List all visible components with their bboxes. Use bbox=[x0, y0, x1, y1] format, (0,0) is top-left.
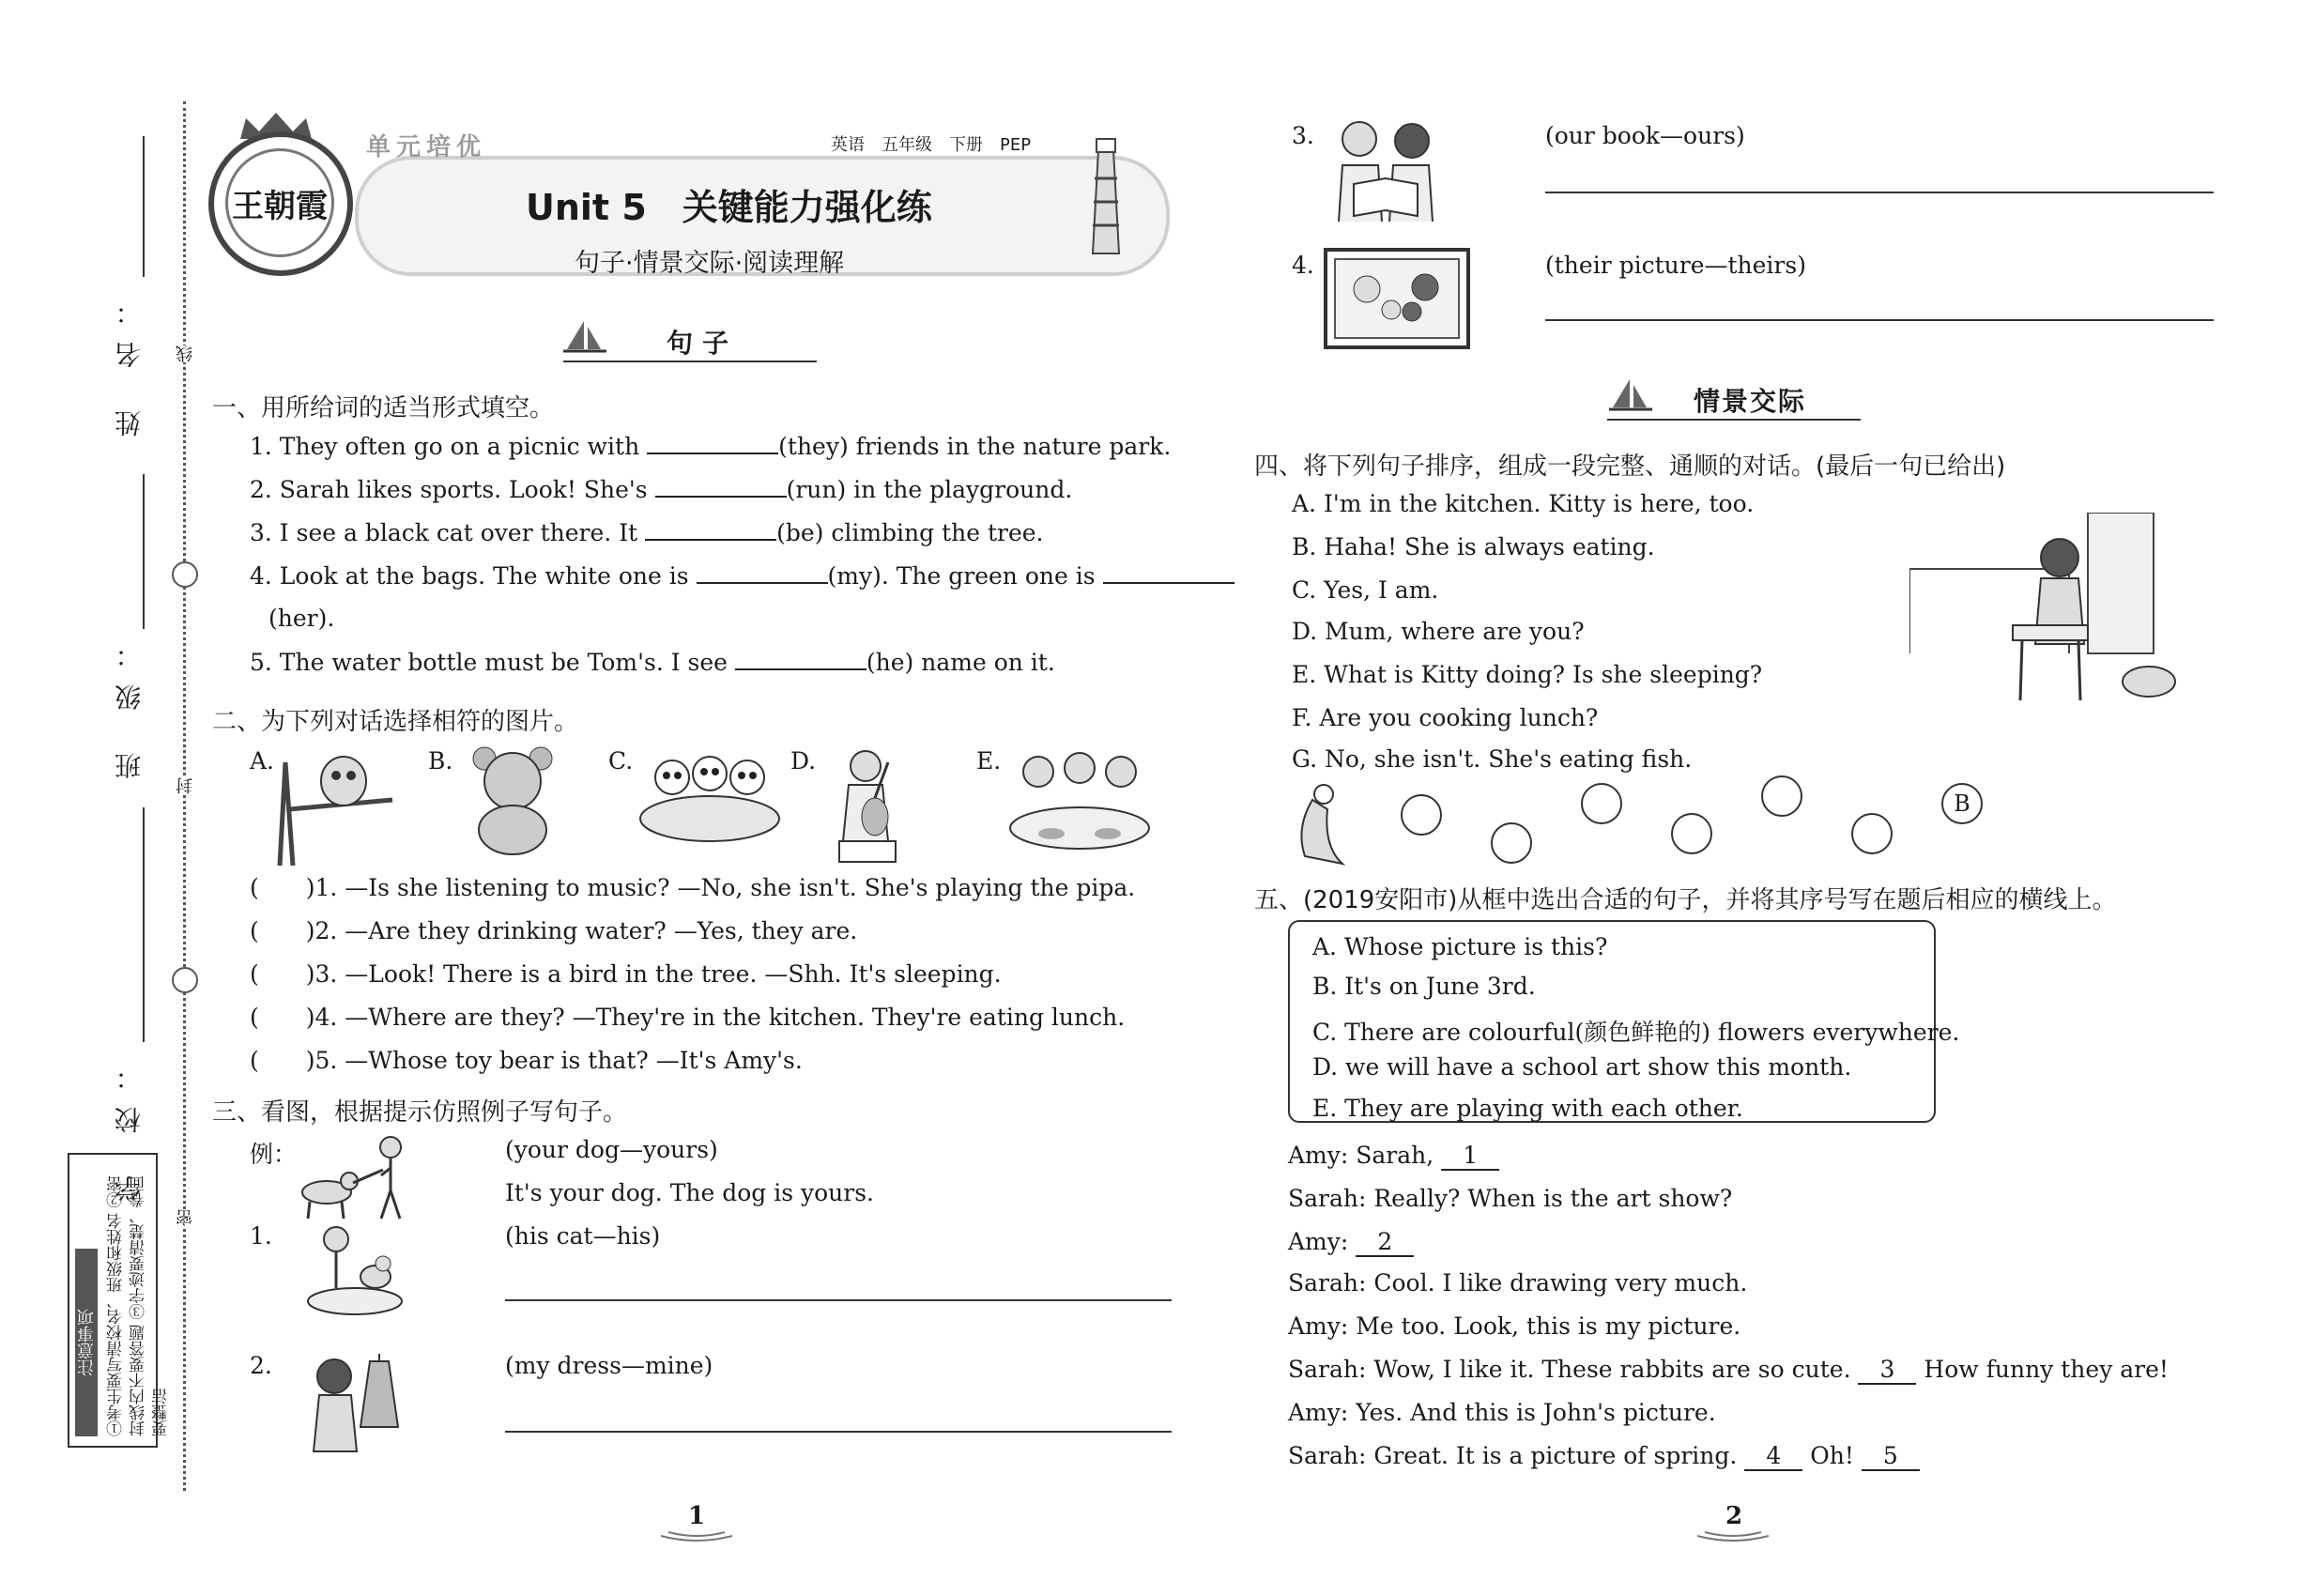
option-c: C. Yes, I am. bbox=[1292, 576, 1439, 604]
answer-blank[interactable] bbox=[735, 648, 866, 670]
dialogue-line-6: Sarah: Wow, I like it. These rabbits are so cute. 3 How funny they are! bbox=[1288, 1356, 2169, 1383]
option-c-label: C. bbox=[608, 747, 634, 775]
dialogue-line-1: Amy: Sarah, 1 bbox=[1288, 1142, 1499, 1171]
sailboat-icon bbox=[1607, 377, 1654, 415]
box-option-b: B. It's on June 3rd. bbox=[1312, 973, 1536, 1000]
order-circle[interactable] bbox=[1671, 813, 1712, 854]
lighthouse-icon bbox=[1078, 131, 1134, 263]
dialogue-line-7: Amy: Yes. And this is John's picture. bbox=[1288, 1399, 1716, 1426]
dialogue-line-2: Sarah: Really? When is the art show? bbox=[1288, 1185, 1733, 1212]
answer-blank[interactable] bbox=[655, 475, 787, 498]
option-a: A. I'm in the kitchen. Kitty is here, too. bbox=[1292, 490, 1755, 517]
page-number-1: 1 bbox=[688, 1502, 706, 1530]
question-1: 1. They often go on a picnic with (they) friends in the nature park. bbox=[250, 433, 1172, 460]
option-a-label: A. bbox=[250, 747, 275, 775]
item-3-num: 3. bbox=[1292, 122, 1314, 149]
option-b-label: B. bbox=[428, 747, 453, 775]
cut-circle bbox=[172, 967, 198, 993]
part4-heading: 四、将下列句子排序，组成一段完整、通顺的对话。(最后一句已给出) bbox=[1254, 453, 2006, 481]
children-eating-lunch-picture bbox=[1004, 744, 1155, 856]
answer-blank[interactable] bbox=[645, 518, 776, 541]
part1-heading: 一、用所给词的适当形式填空。 bbox=[212, 394, 555, 422]
example-label: 例： bbox=[250, 1141, 298, 1168]
option-g: G. No, she isn't. She's eating fish. bbox=[1292, 745, 1693, 773]
question-5: 5. The water bottle must be Tom's. I see (he) name on it. bbox=[250, 649, 1055, 676]
answer-blank[interactable] bbox=[647, 432, 778, 454]
answer-blank[interactable]: 2 bbox=[1356, 1228, 1414, 1257]
cut-circle bbox=[172, 561, 198, 588]
order-circle[interactable] bbox=[1491, 822, 1532, 864]
item-2-hint: (my dress—mine) bbox=[505, 1352, 713, 1379]
girl-playing-pipa-picture bbox=[826, 744, 911, 866]
logo-text: 王朝霞 bbox=[225, 148, 334, 257]
option-b: B. Haha! She is always eating. bbox=[1292, 533, 1655, 560]
part2-heading: 二、为下列对话选择相符的图片。 bbox=[212, 708, 579, 736]
page-ornament bbox=[1695, 1528, 1771, 1543]
item-4-hint: (their picture—theirs) bbox=[1545, 252, 1806, 279]
name-label: 姓 名： bbox=[114, 282, 145, 437]
mum-cooking-kitchen-picture bbox=[1909, 513, 2191, 710]
box-option-a: A. Whose picture is this? bbox=[1312, 933, 1608, 960]
girl-with-dress-picture bbox=[302, 1352, 406, 1457]
name-field-line[interactable] bbox=[143, 136, 145, 277]
answer-line[interactable] bbox=[505, 1431, 1172, 1433]
dialogue-line-4: Sarah: Cool. I like drawing very much. bbox=[1288, 1269, 1748, 1297]
item-3-hint: (our book—ours) bbox=[1545, 122, 1745, 149]
notes-tag: 注意事项 bbox=[75, 1249, 98, 1436]
family-picture-frame bbox=[1324, 248, 1470, 349]
dialog-2: ( )2. —Are they drinking water? —Yes, they are. bbox=[250, 917, 858, 944]
answer-blank[interactable]: 5 bbox=[1862, 1442, 1920, 1471]
order-circle[interactable] bbox=[1401, 794, 1442, 836]
option-d-label: D. bbox=[790, 747, 817, 775]
dog-and-man-picture bbox=[291, 1132, 411, 1222]
dialogue-line-5: Amy: Me too. Look, this is my picture. bbox=[1288, 1312, 1741, 1340]
option-e: E. What is Kitty doing? Is she sleeping? bbox=[1292, 661, 1763, 688]
page-ornament bbox=[659, 1528, 734, 1543]
school-label: 学 校： bbox=[114, 1047, 145, 1202]
section-title-sentences: 句子 bbox=[667, 328, 739, 359]
answer-blank[interactable] bbox=[1103, 561, 1234, 584]
toy-bear-picture bbox=[466, 744, 560, 856]
section-title-situational: 情景交际 bbox=[1694, 386, 1807, 417]
page-number-2: 2 bbox=[1725, 1502, 1743, 1530]
cut-mark-seal: 封 bbox=[174, 777, 198, 794]
order-circle[interactable] bbox=[1851, 813, 1893, 854]
answer-line[interactable] bbox=[505, 1299, 1172, 1301]
logo bbox=[208, 131, 353, 276]
answer-blank[interactable]: 4 bbox=[1744, 1442, 1802, 1471]
unit-subtitle: 句子·情景交际·阅读理解 bbox=[575, 249, 845, 278]
dialog-1: ( )1. —Is she listening to music? —No, she isn't. She's playing the pipa. bbox=[250, 874, 1136, 901]
question-4: 4. Look at the bags. The white one is (my). The green one is bbox=[250, 561, 1234, 590]
item-1-num: 1. bbox=[250, 1222, 272, 1250]
answer-line[interactable] bbox=[1545, 319, 2214, 321]
box-option-e: E. They are playing with each other. bbox=[1312, 1095, 1743, 1122]
two-kids-reading-book-picture bbox=[1326, 118, 1444, 227]
sailboat-icon bbox=[561, 319, 608, 357]
question-2: 2. Sarah likes sports. Look! She's (run) in the playground. bbox=[250, 476, 1073, 503]
cut-mark-secret: 密 bbox=[174, 1209, 198, 1226]
example-hint: (your dog—yours) bbox=[505, 1136, 718, 1163]
answer-line[interactable] bbox=[1545, 192, 2214, 193]
answer-blank[interactable]: 1 bbox=[1441, 1142, 1499, 1171]
dialog-3: ( )3. —Look! There is a bird in the tree. —Shh. It's sleeping. bbox=[250, 960, 1002, 988]
order-circle[interactable] bbox=[1581, 783, 1622, 824]
item-2-num: 2. bbox=[250, 1352, 272, 1379]
part5-heading: 五、(2019安阳市)从框中选出合适的句子，并将其序号写在题后相应的横线上。 bbox=[1254, 886, 2117, 914]
cut-mark-line: 线 bbox=[174, 345, 198, 362]
school-field-line[interactable] bbox=[143, 807, 145, 1042]
item-4-num: 4. bbox=[1292, 252, 1314, 279]
dialog-5: ( )5. —Whose toy bear is that? —It's Amy's. bbox=[250, 1047, 803, 1074]
answer-blank[interactable]: 3 bbox=[1858, 1356, 1916, 1385]
boy-with-cat-picture bbox=[302, 1222, 406, 1316]
section-underline bbox=[563, 361, 817, 362]
option-e-label: E. bbox=[976, 747, 1002, 775]
notes-text: ①考生要写清校名、班级和姓名 ②密封线内不要答题 ③字迹要清楚、卷面要整洁 bbox=[107, 1175, 171, 1436]
unit-title: Unit 5 关键能力强化练 bbox=[526, 187, 932, 228]
dialog-4: ( )4. —Where are they? —They're in the kitchen. They're eating lunch. bbox=[250, 1004, 1126, 1031]
seal-mascot-icon bbox=[1286, 781, 1350, 867]
section-underline bbox=[1607, 419, 1861, 421]
given-answer-circle: B bbox=[1941, 783, 1983, 824]
answer-blank[interactable] bbox=[697, 561, 828, 584]
pandas-drinking-picture bbox=[635, 744, 785, 847]
dialogue-line-3: Amy: 2 bbox=[1288, 1228, 1414, 1257]
seal-line bbox=[183, 101, 186, 1491]
bird-in-tree-picture bbox=[270, 744, 402, 866]
class-label: 班 级： bbox=[114, 624, 145, 779]
order-circle[interactable] bbox=[1761, 775, 1802, 817]
dialogue-line-8: Sarah: Great. It is a picture of spring. 4 Oh! 5 bbox=[1288, 1442, 1920, 1471]
example-answer: It's your dog. The dog is yours. bbox=[505, 1179, 874, 1206]
class-field-line[interactable] bbox=[143, 474, 145, 629]
notes-box bbox=[68, 1153, 171, 1448]
item-1-hint: (his cat—his) bbox=[505, 1222, 661, 1250]
option-f: F. Are you cooking lunch? bbox=[1292, 704, 1599, 731]
question-3: 3. I see a black cat over there. It (be) climbing the tree. bbox=[250, 519, 1044, 546]
book-meta: 英语 五年级 下册 PEP bbox=[831, 135, 1032, 155]
banner-tag: 单元培优 bbox=[366, 133, 487, 161]
box-option-c: C. There are colourful(颜色鲜艳的) flowers everywhere. bbox=[1312, 1019, 1960, 1046]
part3-heading: 三、看图，根据提示仿照例子写句子。 bbox=[212, 1098, 628, 1127]
question-4-cont: (her). bbox=[268, 605, 335, 632]
option-d: D. Mum, where are you? bbox=[1292, 618, 1585, 645]
box-option-d: D. we will have a school art show this month. bbox=[1312, 1053, 1852, 1081]
